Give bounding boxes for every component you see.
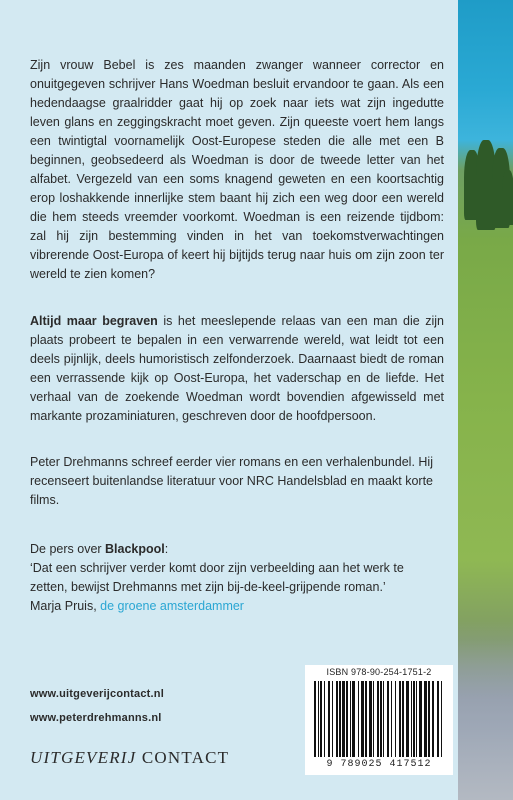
publisher-url[interactable]: www.uitgeverijcontact.nl — [30, 688, 164, 700]
barcode-bar — [416, 681, 417, 757]
barcode-bar — [411, 681, 412, 757]
barcode-bar — [383, 681, 384, 757]
barcode-bar — [380, 681, 382, 757]
barcode-bar — [437, 681, 439, 757]
description-text: is het meeslepende relaas van een man die zijn plaats probeert te bepalen in een verwarrende wereld, wat leidt tot een deels pijnlijk, deels humoristisch zelfonderzoek. Daarnaast biedt de roman een verrassende kijk op Oost-Europa, het vaderschap en de liefde. Het verhaal van de zoekende Woedman wordt bovendien afgewisseld met markante prozaminiaturen, geschreven door de hoofdpersoon. — [30, 314, 445, 423]
barcode-bar — [428, 681, 430, 757]
tree-shape — [502, 170, 513, 225]
barcode-bar — [419, 681, 422, 757]
barcode-bar — [406, 681, 409, 757]
landscape-photo-strip — [458, 0, 513, 800]
barcode-bar — [391, 681, 392, 757]
press-author: Marja Pruis, — [30, 599, 101, 613]
barcode-bar — [395, 681, 396, 757]
barcode-bar — [314, 681, 316, 757]
publisher-logo-part1: UITGEVERIJ — [30, 748, 137, 767]
barcode-bar — [320, 681, 322, 757]
barcode-bar — [352, 681, 355, 757]
road-haze — [458, 620, 513, 800]
barcode-box — [305, 665, 453, 775]
press-quote: ‘Dat een schrijver verder komt door zijn verbeelding aan het werk te zetten, bewijst Drehmanns met zijn bij-de-keel-grijpende roman.’ — [30, 561, 404, 594]
barcode-icon — [314, 681, 444, 757]
press-source-link[interactable]: de groene amsterdammer — [100, 599, 244, 613]
barcode-bar — [365, 681, 367, 757]
press-colon: : — [164, 542, 169, 556]
author-url[interactable]: www.peterdrehmanns.nl — [30, 712, 162, 724]
barcode-bar — [336, 681, 338, 757]
barcode-bar — [339, 681, 341, 757]
publisher-logo-part2: CONTACT — [136, 748, 230, 767]
barcode-bar — [361, 681, 364, 757]
isbn-label: ISBN 978-90-254-1751-2 — [326, 667, 432, 677]
barcode-bar — [346, 681, 348, 757]
press-intro: De pers over — [30, 542, 106, 556]
barcode-bar — [342, 681, 345, 757]
book-title: Altijd maar begraven — [30, 314, 158, 328]
barcode-bar — [350, 681, 351, 757]
barcode-number: 9 789025 417512 — [326, 759, 432, 770]
barcode-bar — [399, 681, 401, 757]
summary-paragraph: Zijn vrouw Bebel is zes maanden zwanger wanneer corrector en onuitgegeven schrijver Hans Woedman besluit ervandoor te gaan. Als een hedendaagse graalridder gaat hij op zoek naar iets wat zijn ingedutte leven glans en zeggingskracht moet geven. Zijn queeste voert hem langs een twintigtal voornamelijk Oost-Europese steden die alle met een B beginnen, geobsedeerd als Woedman is door de tweede letter van het alfabet. Vergezeld van een soms knagend geweten en een koortsachtig erop loshakkende innerlijke stem baant hij zich een weg door een wereld die hem steeds vreemder voorkomt. Woedman is een reizende tijdbom: zal hij zijn bestemming vinden in het van toekomstverwachtingen vibrerende Oost-Europa of keert hij bijtijds terug naar huis om zijn zoon ter wereld te zien komen? — [30, 58, 444, 281]
barcode-bar — [402, 681, 404, 757]
press-section — [30, 540, 444, 616]
barcode-bar — [369, 681, 372, 757]
barcode-bar — [441, 681, 442, 757]
barcode-bar — [413, 681, 415, 757]
description-paragraph — [30, 312, 444, 426]
barcode-bar — [377, 681, 379, 757]
barcode-bar — [324, 681, 325, 757]
barcode-bar — [373, 681, 374, 757]
author-bio: Peter Drehmanns schreef eerder vier romans en een verhalenbundel. Hij recenseert buitenlandse literatuur voor NRC Handelsblad en maakt korte films. — [30, 455, 433, 507]
barcode-bar — [432, 681, 434, 757]
press-book-title: Blackpool — [105, 542, 165, 556]
barcode-bar — [318, 681, 319, 757]
barcode-bar — [387, 681, 389, 757]
barcode-bar — [332, 681, 333, 757]
barcode-bar — [358, 681, 359, 757]
barcode-bar — [328, 681, 330, 757]
barcode-bar — [424, 681, 427, 757]
publisher-logo — [30, 748, 229, 768]
